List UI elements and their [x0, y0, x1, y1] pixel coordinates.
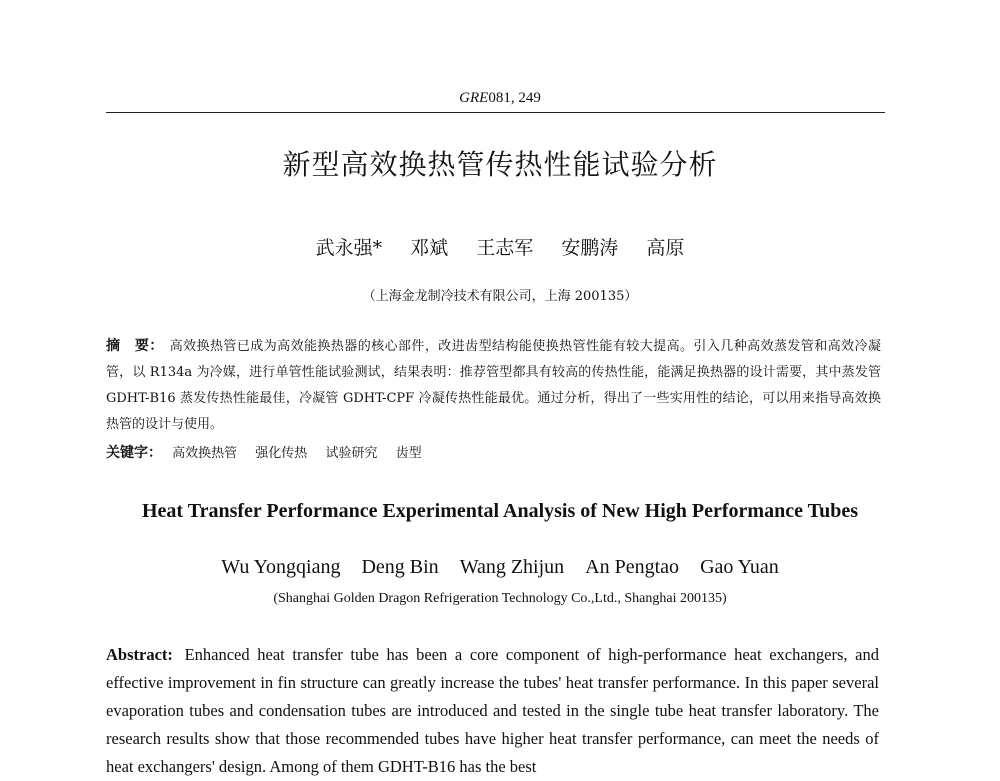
english-title: Heat Transfer Performance Experimental Analysis of New High Performance Tubes	[141, 500, 858, 522]
english-abstract-text: Enhanced heat transfer tube has been a core component of high-performance heat exchangers, and effective improvement in fin structure can greatly increase the tubes' heat transfer performance. In this paper several evaporation tubes and condensation tubes are introduced and tested in the single tube heat transfer laboratory. The research results show that those recommended tubes have higher heat transfer performance, can meet the needs of heat exchangers' design. Among of them GDHT-B16 has the best	[106, 645, 880, 776]
chinese-author: 高原	[646, 237, 685, 259]
english-abstract-label: Abstract:	[106, 645, 173, 664]
chinese-author: 王志军	[476, 237, 534, 259]
english-author: Wu Yongqiang	[221, 556, 341, 578]
chinese-authors	[0, 233, 1000, 260]
english-author: Gao Yuan	[700, 556, 779, 578]
english-author: An Pengtao	[585, 556, 680, 578]
keyword: 强化传热	[255, 446, 308, 461]
english-affiliation: (Shanghai Golden Dragon Refrigeration Technology Co.,Ltd., Shanghai 200135)	[273, 591, 727, 606]
keyword: 齿型	[395, 446, 422, 461]
english-author: Deng Bin	[361, 556, 439, 578]
document-code	[0, 90, 1000, 107]
chinese-author: 安鹏涛	[561, 237, 619, 259]
english-authors	[0, 556, 1000, 579]
english-author: Wang Zhijun	[459, 556, 565, 578]
document-code-suffix: 081, 249	[488, 90, 541, 106]
header-rule	[106, 112, 885, 113]
document-code-prefix: GRE	[459, 90, 489, 106]
chinese-keywords	[106, 442, 881, 462]
chinese-title: 新型高效换热管传热性能试验分析	[282, 148, 718, 181]
chinese-author: 武永强*	[315, 237, 383, 259]
keyword: 高效换热管	[172, 446, 238, 461]
chinese-author: 邓斌	[410, 237, 449, 259]
chinese-abstract-text: 高效换热管已成为高效能换热器的核心部件，改进齿型结构能使换热管性能有较大提高。引入几种高效蒸发管和高效冷凝管，以 R134a 为冷媒，进行单管性能试验测试，结果表明：推荐管型都具有较高的传热性能，能满足换热器的设计需要，其中蒸发管 GDHT-B16 蒸发传热性能最佳，冷凝管 GDHT-CPF 冷凝传热性能最优。通过分析，得出了一些实用性的结论，可以用来指导高效换热管的设计与使用。	[106, 339, 881, 432]
chinese-abstract-label: 摘 要：	[106, 338, 164, 354]
chinese-affiliation: （上海金龙制冷技术有限公司，上海 200135）	[362, 289, 638, 304]
english-abstract	[106, 641, 879, 781]
chinese-abstract	[106, 333, 881, 438]
chinese-keywords-label: 关键字：	[106, 445, 162, 461]
keyword: 试验研究	[325, 446, 378, 461]
